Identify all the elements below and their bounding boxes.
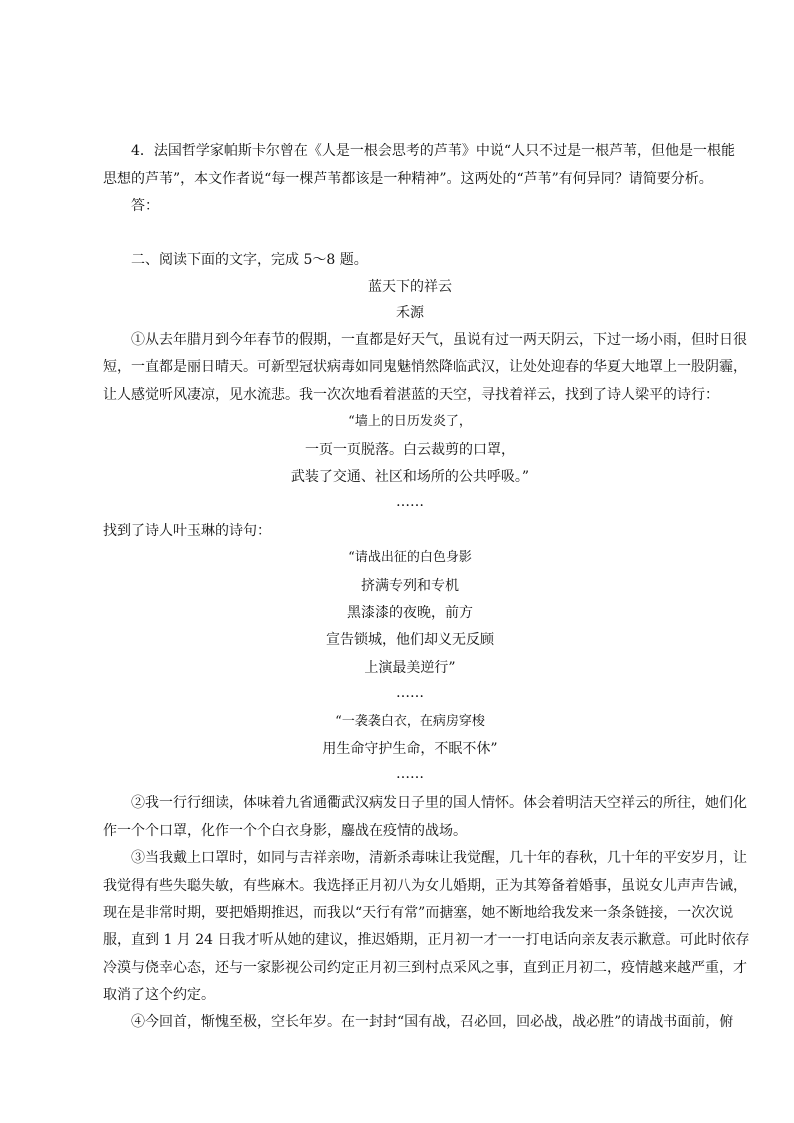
poem-line: 用生命守护生命，不眠不休” (322, 741, 498, 757)
article-author: 禾源 (396, 305, 424, 321)
answer-label: 答： (131, 198, 159, 214)
poem-line: “请战出征的白色身影 (348, 550, 472, 565)
paragraph-line: 作一个个口罩，化作一个个白衣身影，鏖战在疫情的战场。 (103, 823, 467, 839)
article-title: 蓝天下的祥云 (368, 279, 452, 295)
question-4-line: 思想的芦苇”，本文作者说“每一棵芦苇都该是一种精神”。这两处的“芦苇”有何异同？请简要分析。 (103, 171, 713, 187)
poem-ellipsis: …… (396, 766, 424, 782)
poem-line: 上演最美逆行” (364, 660, 456, 676)
poem-line: 黑漆漆的夜晚，前方 (347, 605, 473, 621)
poem-ellipsis: …… (396, 494, 424, 510)
paragraph-line: ④今回首，惭愧至极，空长年岁。在一封封“国有战，召必回，回必战，战必胜”的请战书面前，俯 (131, 1014, 734, 1030)
paragraph-line: 服，直到 1 月 24 日我才听从她的建议，推迟婚期，正月初一才一一打电话向亲友表示歉意。可此时依存 (103, 932, 750, 948)
paragraph-line: 找到了诗人叶玉琳的诗句： (103, 523, 271, 539)
question-4-line: 4．法国哲学家帕斯卡尔曾在《人是一根会思考的芦苇》中说“人只不过是一根芦苇，但他是一根能 (131, 143, 736, 159)
poem-line: 挤满专列和专机 (361, 578, 459, 594)
paragraph-line: 让人感觉听风凄凉，见水流悲。我一次次地看着湛蓝的天空，寻找着祥云，找到了诗人梁平的诗行： (103, 387, 719, 403)
poem-line: 宣告锁城，他们却义无反顾 (326, 632, 494, 648)
section-instruction: 二、阅读下面的文字，完成 5～8 题。 (131, 252, 368, 268)
paragraph-line: 短，一直都是丽日晴天。可新型冠状病毒如同鬼魅悄然降临武汉，让处处迎春的华夏大地罩上一股阴霾， (103, 359, 747, 375)
paragraph-line: 现在是非常时期，要把婚期推迟，而我以“天行有常”而搪塞，她不断地给我发来一条条链接，一次次说 (103, 905, 734, 921)
paragraph-line: 冷漠与侥幸心态，还与一家影视公司约定正月初三到村点采风之事，直到正月初二，疫情越来越严重，才 (103, 960, 747, 976)
paragraph-line: 我觉得有些失聪失敏，有些麻木。我选择正月初八为女儿婚期，正为其筹备着婚事，虽说女儿声声告诫， (103, 878, 747, 894)
poem-ellipsis: …… (396, 685, 424, 701)
paragraph-line: ①从去年腊月到今年春节的假期，一直都是好天气，虽说有过一两天阴云，下过一场小雨，但时日很 (131, 332, 747, 348)
poem-line: 武装了交通、社区和场所的公共呼吸。” (290, 469, 530, 485)
poem-line: “一袭袭白衣，在病房穿梭 (335, 714, 485, 729)
poem-line: 一页一页脱落。白云裁剪的口罩， (305, 442, 515, 458)
paragraph-line: 取消了这个约定。 (103, 987, 215, 1003)
paragraph-line: ②我一行行细读，体味着九省通衢武汉病发日子里的国人情怀。体会着明洁天空祥云的所往，她们化 (131, 795, 747, 811)
poem-line: “墙上的日历发炎了， (348, 414, 472, 429)
paragraph-line: ③当我戴上口罩时，如同与吉祥亲吻，清新杀毒味让我觉醒，几十年的春秋，几十年的平安岁月，让 (131, 850, 747, 866)
